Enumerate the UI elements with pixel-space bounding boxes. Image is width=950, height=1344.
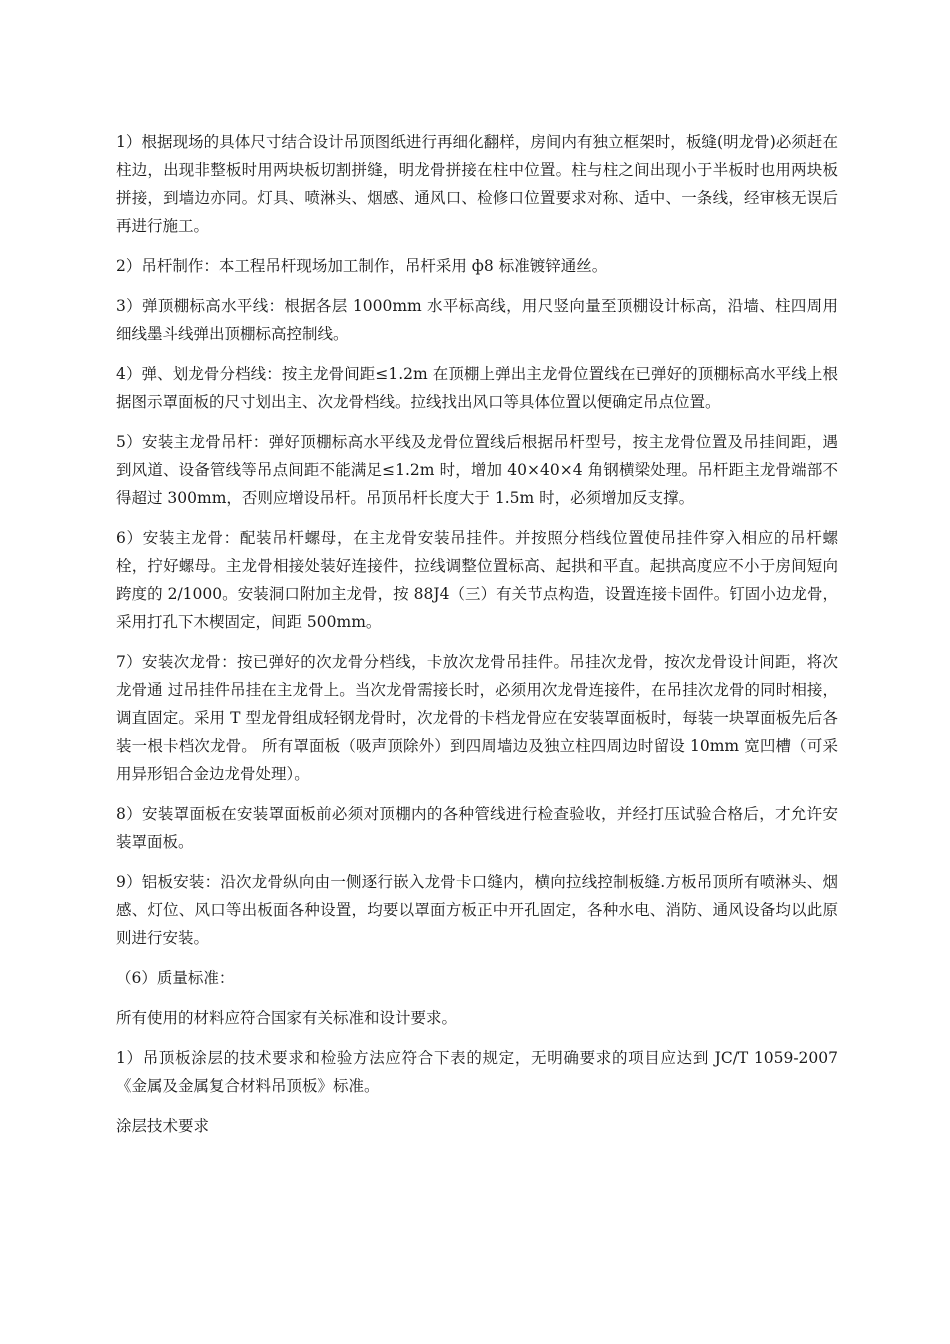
paragraph-cover-panel: 8）安装罩面板在安装罩面板前必须对顶棚内的各种管线进行检查验收，并经打压试验合格后，才允许安装罩面板。 — [116, 805, 838, 851]
paragraph-main-keel: 6）安装主龙骨：配装吊杆螺母，在主龙骨安装吊挂件。并按照分档线位置使吊挂件穿入相应的吊杆螺栓，拧好螺母。主龙骨相接处装好连接件，拉线调整位置标高、起拱和平直。起拱高度应不小于房间短向跨度的 2/1000。安装洞口附加主龙骨，按 88J4（三）有关节点构造，设置连接卡固件。钉固小边龙骨，采用打孔下木楔固定，间距 500mm。 — [116, 529, 838, 631]
paragraph-aluminum-panel: 9）铝板安装：沿次龙骨纵向由一侧逐行嵌入龙骨卡口缝内，横向拉线控制板缝.方板吊顶所有喷淋头、烟感、灯位、风口等出板面各种设置，均要以罩面方板正中开孔固定，各种水电、消防、通风设备均以此原则进行安装。 — [116, 873, 838, 947]
document-page — [116, 128, 838, 1152]
paragraph-main-keel-rod: 5）安装主龙骨吊杆：弹好顶棚标高水平线及龙骨位置线后根据吊杆型号，按主龙骨位置及吊挂间距，遇到风道、设备管线等吊点间距不能满足≤1.2m 时，增加 40×40×4 角钢横梁处理。吊杆距主龙骨端部不得超过 300mm，否则应增设吊杆。吊顶吊杆长度大于 1.5m 时，必须增加反支撑。 — [116, 433, 838, 507]
paragraph-keel-lines: 4）弹、划龙骨分档线：按主龙骨间距≤1.2m 在顶棚上弹出主龙骨位置线在已弹好的顶棚标高水平线上根据图示罩面板的尺寸划出主、次龙骨档线。拉线找出风口等具体位置以便确定吊点位置。 — [116, 365, 838, 411]
paragraph-layout-rules: 1）根据现场的具体尺寸结合设计吊顶图纸进行再细化翻样，房间内有独立框架时，板缝(明龙骨)必须赶在柱边，出现非整板时用两块板切割拼缝，明龙骨拼接在柱中位置。柱与柱之间出现小于半板时也用两块板拼接，到墙边亦同。灯具、喷淋头、烟感、通风口、检修口位置要求对称、适中、一条线，经审核无误后再进行施工。 — [116, 133, 838, 235]
paragraph-hanger-rod: 2）吊杆制作：本工程吊杆现场加工制作，吊杆采用 ф8 标准镀锌通丝。 — [116, 257, 608, 275]
paragraph-level-line: 3）弹顶棚标高水平线：根据各层 1000mm 水平标高线，用尺竖向量至顶棚设计标高，沿墙、柱四周用细线墨斗线弹出顶棚标高控制线。 — [116, 297, 838, 343]
paragraph-secondary-keel: 7）安装次龙骨：按已弹好的次龙骨分档线，卡放次龙骨吊挂件。吊挂次龙骨，按次龙骨设计间距，将次龙骨通 过吊挂件吊挂在主龙骨上。当次龙骨需接长时，必须用次龙骨连接件，在吊挂次龙骨的同时相接，调直固定。采用 T 型龙骨组成轻钢龙骨时，次龙骨的卡档龙骨应在安装罩面板时，每装一块罩面板先后各装一根卡档次龙骨。 所有罩面板（吸声顶除外）到四周墙边及独立柱四周边时留设 10mm 宽凹槽（可采用异形铝合金边龙骨处理）。 — [116, 653, 838, 783]
table-caption: 涂层技术要求 — [116, 1117, 210, 1135]
section-heading-quality: （6）质量标准： — [116, 969, 235, 987]
paragraph-materials: 所有使用的材料应符合国家有关标准和设计要求。 — [116, 1009, 458, 1027]
paragraph-coating-standard: 1）吊顶板涂层的技术要求和检验方法应符合下表的规定，无明确要求的项目应达到 JC/T 1059-2007《金属及金属复合材料吊顶板》标准。 — [116, 1049, 838, 1095]
